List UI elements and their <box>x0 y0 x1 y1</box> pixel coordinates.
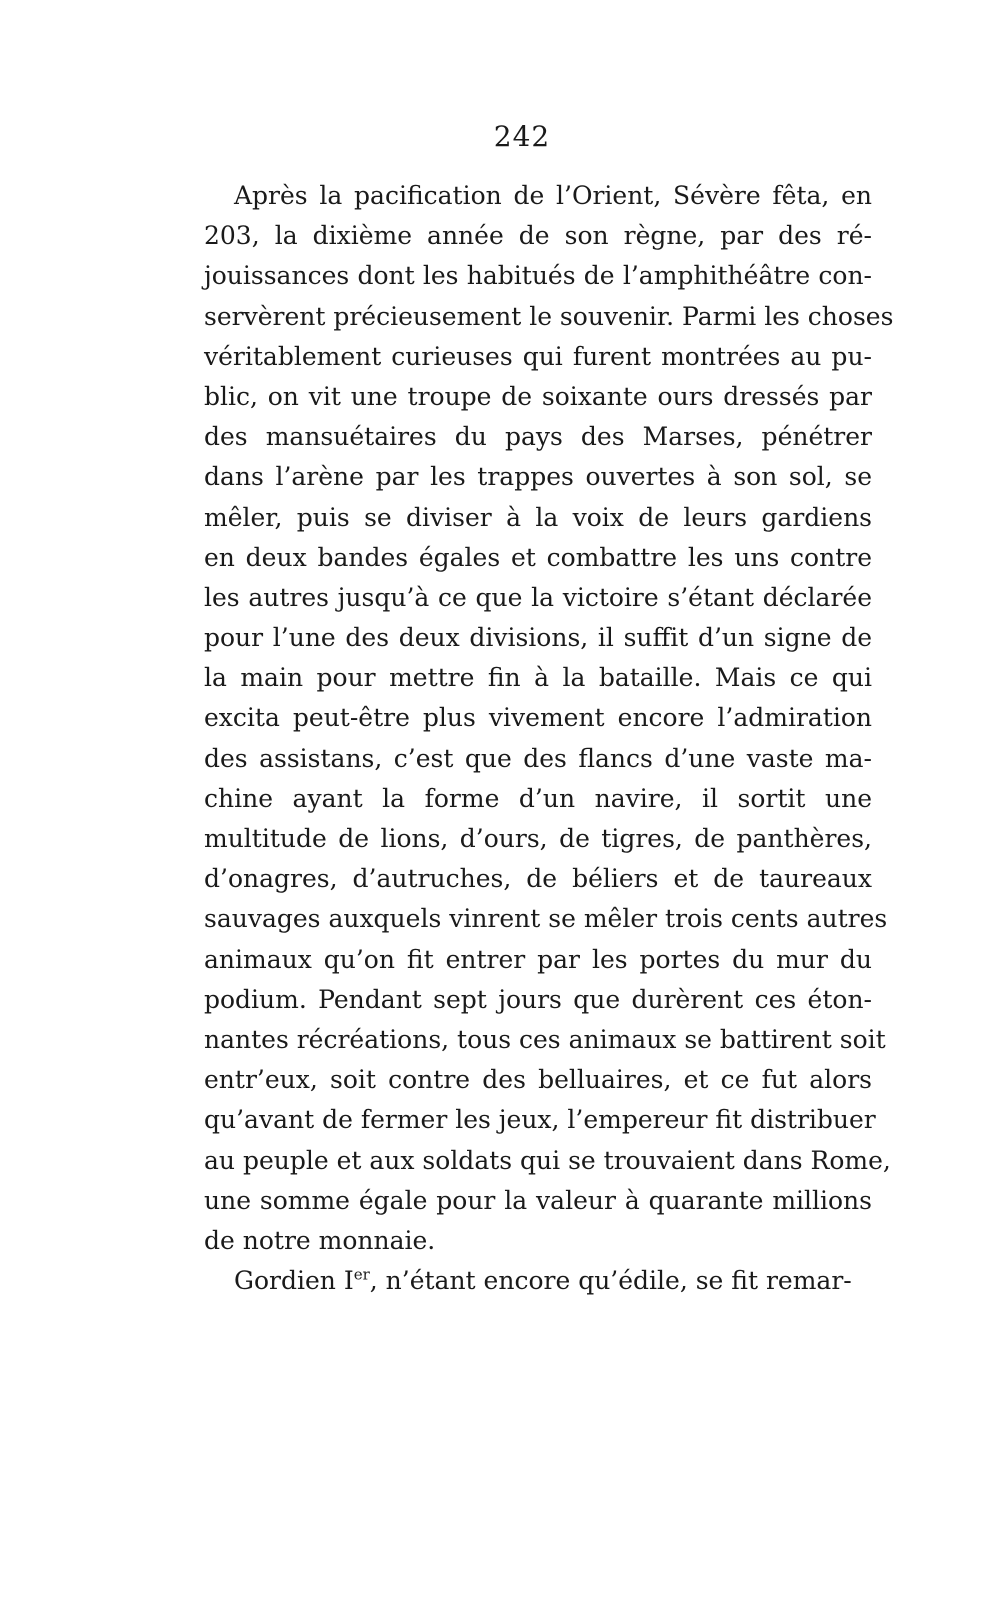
text-line: pour l’une des deux divisions, il suffit d’un signe de <box>204 623 872 653</box>
text-line: servèrent précieusement le souvenir. Parmi les choses <box>204 301 894 331</box>
text-line: en deux bandes égales et combattre les uns contre <box>204 542 872 572</box>
superscript: er <box>353 1265 370 1284</box>
text-line: chine ayant la forme d’un navire, il sortit une <box>204 783 872 813</box>
text-line: d’onagres, d’autruches, de béliers et de taureaux <box>204 864 872 894</box>
text-line: Après la pacification de l’Orient, Sévère fêta, en <box>234 181 872 210</box>
text-line: les autres jusqu’à ce que la victoire s’étant déclarée <box>204 582 872 612</box>
text-line <box>204 1261 872 1301</box>
text-line: dans l’arène par les trappes ouvertes à son sol, se <box>204 462 872 492</box>
text-line: au peuple et aux soldats qui se trouvaient dans Rome, <box>204 1145 891 1175</box>
text-line: de notre monnaie. <box>204 1225 436 1255</box>
text-line: podium. Pendant sept jours que durèrent ces éton- <box>204 984 872 1014</box>
text-line: mêler, puis se diviser à la voix de leurs gardiens <box>204 502 872 532</box>
text-line: animaux qu’on fit entrer par les portes du mur du <box>204 944 872 974</box>
text-line: véritablement curieuses qui furent montrées au pu- <box>204 341 872 371</box>
text-line: des assistans, c’est que des flancs d’une vaste ma- <box>204 743 872 773</box>
text-line: multitude de lions, d’ours, de tigres, de panthères, <box>204 824 872 853</box>
text-line: jouissances dont les habitués de l’amphithéâtre con- <box>204 261 872 291</box>
text-line: excita peut-être plus vivement encore l’admiration <box>204 703 872 733</box>
text-line: blic, on vit une troupe de soixante ours dressés par <box>204 381 872 411</box>
text-line: la main pour mettre fin à la bataille. Mais ce qui <box>204 663 872 693</box>
text-line: une somme égale pour la valeur à quarante millions <box>204 1185 872 1215</box>
text-line: des mansuétaires du pays des Marses, pénétrer <box>204 422 872 452</box>
page-number: 242 <box>493 120 551 153</box>
text-line: sauvages auxquels vinrent se mêler trois cents autres <box>204 904 888 934</box>
text-line: entr’eux, soit contre des belluaires, et ce fut alors <box>204 1065 872 1095</box>
text-fragment: , n’étant encore qu’édile, se fit remar- <box>369 1266 852 1296</box>
paragraph <box>204 176 894 1261</box>
text-line: 203, la dixième année de son règne, par des ré- <box>204 221 872 251</box>
body-text <box>204 176 894 1301</box>
text-fragment: Gordien I <box>234 1266 354 1296</box>
text-line: qu’avant de fermer les jeux, l’empereur fit distribuer <box>204 1105 876 1135</box>
text-line: nantes récréations, tous ces animaux se battirent soit <box>204 1024 886 1054</box>
